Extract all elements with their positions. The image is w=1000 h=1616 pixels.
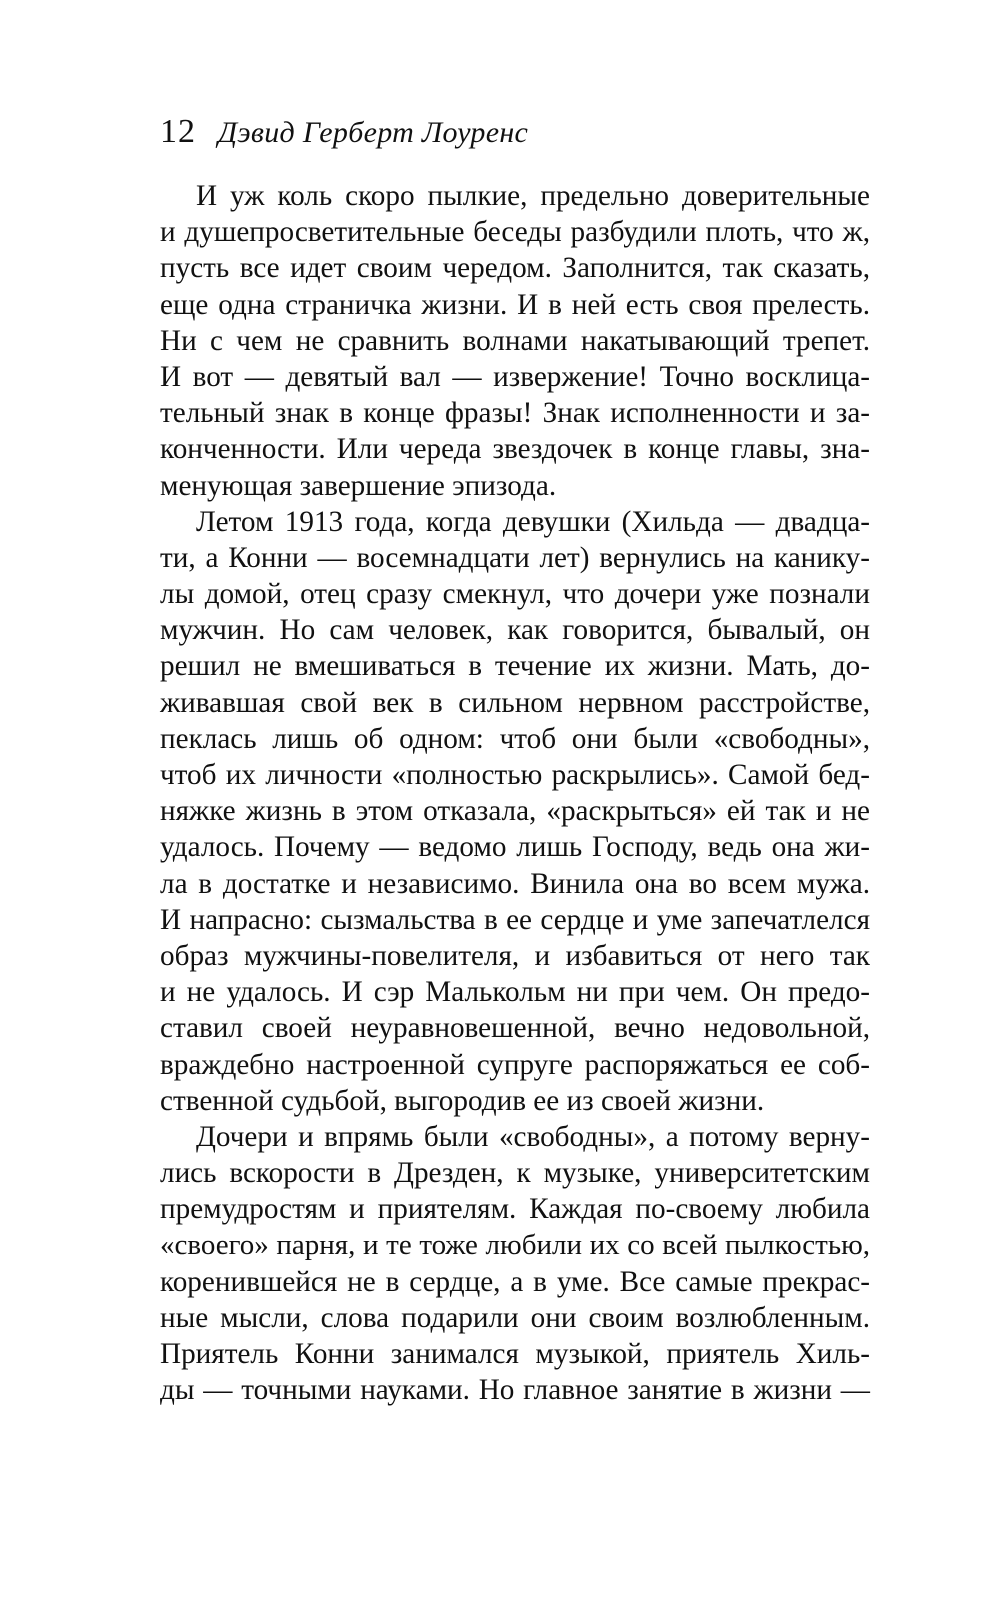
text-line: еще одна страничка жизни. И в ней есть своя прелесть.: [160, 288, 870, 321]
text-line: живавшая свой век в сильном нервном расстройстве,: [160, 686, 870, 719]
running-head-author: Дэвид Герберт Лоуренс: [218, 116, 529, 149]
text-line: менующая завершение эпизода.: [160, 469, 557, 502]
paragraph-1: [160, 178, 870, 504]
text-line: тельный знак в конце фразы! Знак исполненности и за-: [160, 397, 870, 430]
page-number: 12: [160, 113, 196, 150]
text-line: и душепросветительные беседы разбудили плоть, что ж,: [160, 216, 870, 249]
text-line: пусть все идет своим чередом. Заполнится, так сказать,: [160, 252, 870, 285]
text-line: И уж коль скоро пылкие, предельно доверительные: [196, 180, 870, 212]
text-line: ти, а Конни — восемнадцати лет) вернулись на канику-: [160, 541, 870, 574]
text-line: Ни с чем не сравнить волнами накатывающий трепет.: [160, 324, 870, 357]
paragraph-3: [160, 1119, 870, 1409]
text-line: Дочери и впрямь были «свободны», а потому верну-: [196, 1120, 870, 1153]
text-line: ственной судьбой, выгородив ее из своей жизни.: [160, 1084, 765, 1117]
text-line: удалось. Почему — ведомо лишь Господу, ведь она жи-: [160, 831, 870, 864]
text-line: коренившейся не в сердце, а в уме. Все самые прекрас-: [160, 1265, 870, 1298]
text-line: ла в достатке и независимо. Винила она во всем мужа.: [160, 867, 870, 900]
text-line: мужчин. Но сам человек, как говорится, бывалый, он: [160, 614, 870, 647]
text-line: враждебно настроенной супруге распоряжаться ее соб-: [160, 1048, 870, 1081]
text-line: и не удалось. И сэр Малькольм ни при чем. Он предо-: [160, 976, 870, 1009]
text-line: пеклась лишь об одном: чтоб они были «свободны»,: [160, 722, 870, 755]
paragraph-2: [160, 504, 870, 1119]
text-line: няжке жизнь в этом отказала, «раскрыться» ей так и не: [160, 795, 870, 828]
text-line: «своего» парня, и те тоже любили их со всей пылкостью,: [160, 1229, 870, 1262]
text-line: И вот — девятый вал — извержение! Точно восклица-: [160, 360, 870, 393]
text-line: решил не вмешиваться в течение их жизни. Мать, до-: [160, 650, 870, 683]
text-line: ные мысли, слова подарили они своим возлюбленным.: [160, 1301, 870, 1334]
text-line: премудростям и приятелям. Каждая по-своему любила: [160, 1193, 870, 1226]
text-line: конченности. Или череда звездочек в конце главы, зна-: [160, 433, 870, 466]
text-line: И напрасно: сызмальства в ее сердце и уме запечатлелся: [160, 903, 870, 936]
text-line: Летом 1913 года, когда девушки (Хильда — двадца-: [196, 505, 870, 538]
text-line: лись вскорости в Дрезден, к музыке, университетским: [160, 1157, 870, 1190]
body-text: [160, 178, 870, 1408]
text-line: Приятель Конни занимался музыкой, приятель Хиль-: [160, 1338, 870, 1370]
text-line: лы домой, отец сразу смекнул, что дочери уже познали: [160, 578, 870, 611]
text-line: чтоб их личности «полностью раскрылись». Самой бед-: [160, 759, 870, 791]
running-head: [160, 110, 528, 154]
text-line: образ мужчины-повелителя, и избавиться от него так: [160, 939, 870, 972]
text-line: ды — точными науками. Но главное занятие в жизни —: [160, 1374, 870, 1407]
text-line: ставил своей неуравновешенной, вечно недовольной,: [160, 1012, 870, 1045]
